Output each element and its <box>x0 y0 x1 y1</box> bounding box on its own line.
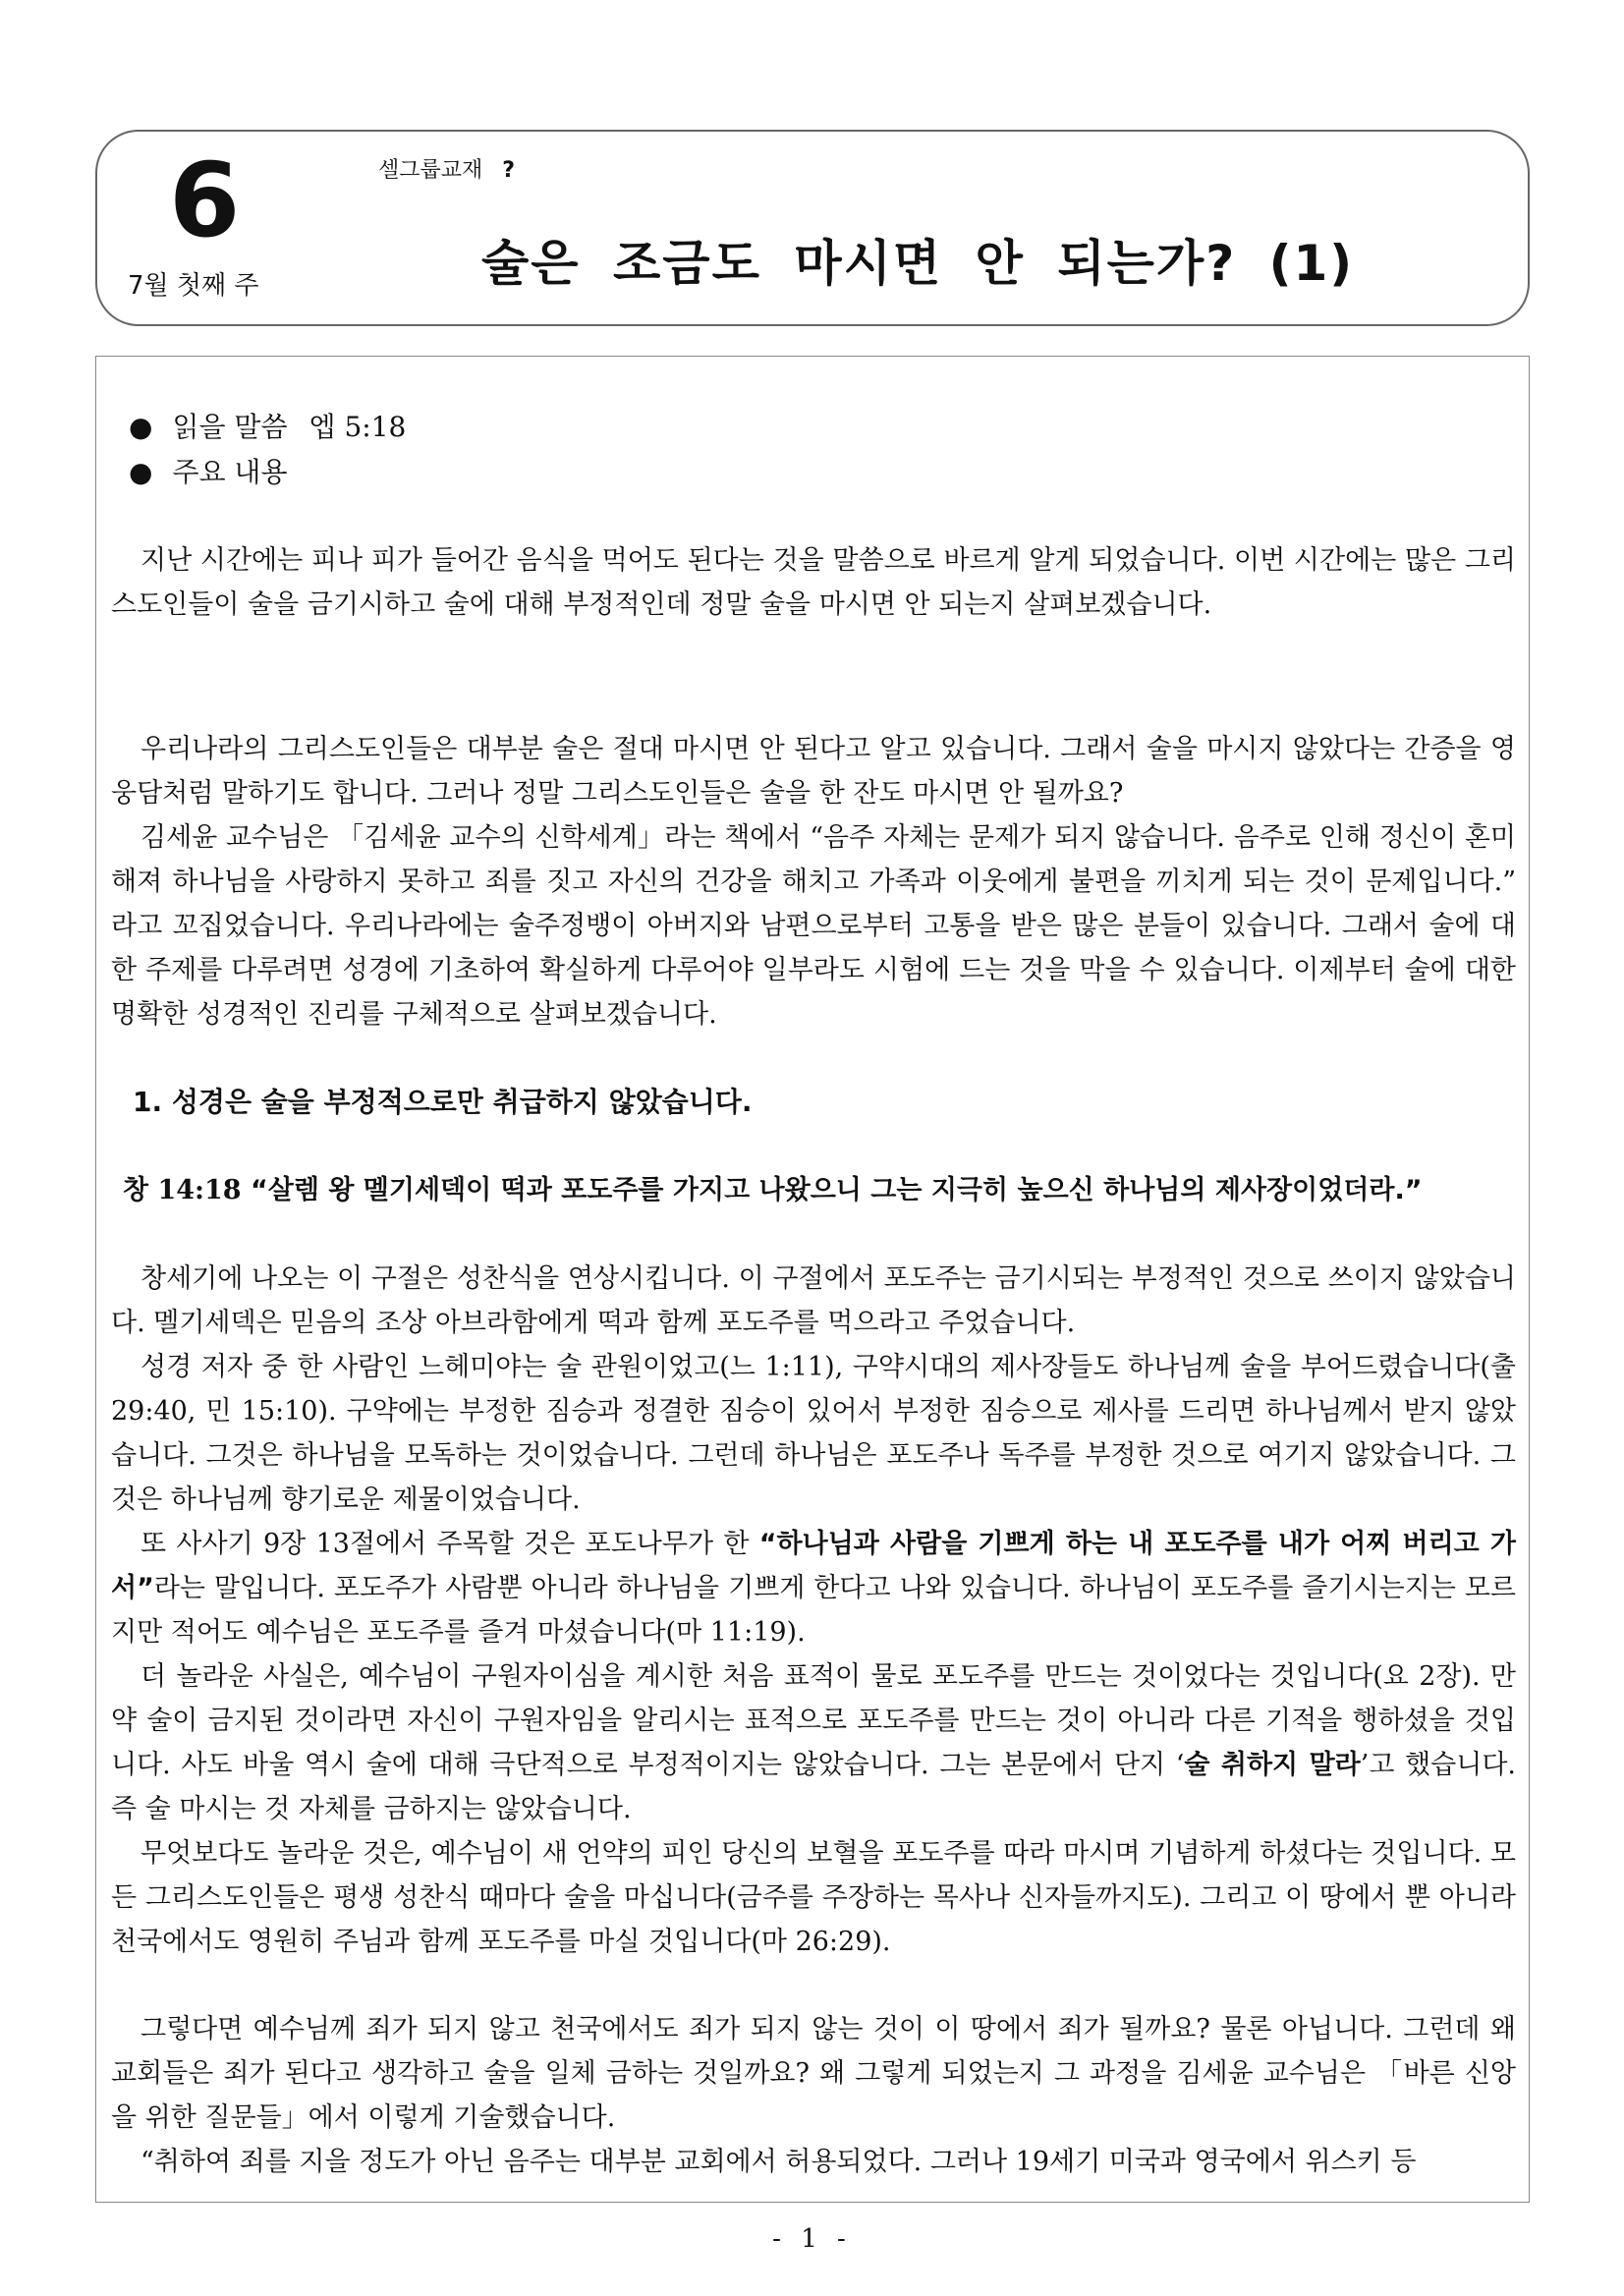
series-name: 셀그룹교재 <box>378 158 483 183</box>
scripture-verse <box>111 1168 1516 1213</box>
text-run: 또 사사기 9장 13절에서 주목할 것은 포도나무가 한 <box>140 1529 759 1559</box>
lesson-week: 7월 첫째 주 <box>128 271 259 301</box>
paragraph-communion: 무엇보다도 놀라운 것은, 예수님이 새 언약의 피인 당신의 보혈을 포도주를 따라 마시며 기념하게 하셨다는 것입니다. 모든 그리스도인들은 평생 성찬식 때마다 술을 마십니다(금주를 주장하는 목사나 신자들까지도). 그리고 이 땅에서 뿐 아니라 천국에서도 영원히 주님과 함께 포도주를 마실 것입니다(마 26:29). <box>111 1838 1516 1957</box>
paragraph-question: 그렇다면 예수님께 죄가 되지 않고 천국에서도 죄가 되지 않는 것이 이 땅에서 죄가 될까요? 물론 아닙니다. 그런데 왜 교회들은 죄가 된다고 생각하고 술을 일체 금하는 것일까요? 왜 그렇게 되었는지 그 과정을 김세윤 교수님은 「바른 신앙을 위한 질문들」에서 이렇게 기술했습니다. <box>111 2014 1516 2133</box>
summary-row <box>111 450 1516 495</box>
reading-reference: 엡 5:18 <box>308 411 407 443</box>
reading-label: 읽을 말씀 <box>172 411 288 443</box>
bullet-icon: ● <box>129 456 153 488</box>
series-mark: ? <box>502 158 516 183</box>
bullet-icon: ● <box>129 411 153 443</box>
reading-row <box>111 405 1516 450</box>
paragraph-genesis: 창세기에 나오는 이 구절은 성찬식을 연상시킵니다. 이 구절에서 포도주는 금기시되는 부정적인 것으로 쓰이지 않았습니다. 멜기세덱은 믿음의 조상 아브라함에게 떡과 함께 포도주를 먹으라고 주었습니다. <box>111 1263 1516 1338</box>
text-run: ’고 했습니다. 즉 술 마시는 것 자체를 금하지는 않았습니다. <box>111 1750 1516 1824</box>
emphasis-quote: “하나님과 사람을 기쁘게 하는 내 포도주를 내가 어찌 버리고 가서” <box>111 1529 1516 1603</box>
text-run: 더 놀라운 사실은, 예수님이 구원자이심을 계시한 처음 표적이 물로 포도주를 만드는 것이었다는 것입니다(요 2장). 만약 술이 금지된 것이라면 자신이 구원자임을 알리시는 표적으로 포도주를 만드는 것이 아니라 다른 기적을 행하셨을 것입니다. 사도 바울 역시 술에 대해 극단적으로 부정적이지는 않았습니다. 그는 본문에서 단지 ‘ <box>111 1661 1516 1780</box>
verse-reference: 창 14:18 <box>123 1175 242 1205</box>
page-number: - 1 - <box>772 2224 852 2254</box>
lesson-title: 술은 조금도 마시면 안 되는가? (1) <box>481 235 1355 292</box>
verse-text: “살렘 왕 멜기세덱이 떡과 포도주를 가지고 나왔으니 그는 지극히 높으신 하나님의 제사장이었더라.” <box>251 1175 1423 1205</box>
series-label <box>378 153 515 184</box>
paragraph-judges <box>111 1522 1516 1654</box>
emphasis-quote: 술 취하지 말라 <box>1184 1750 1361 1780</box>
lesson-number: 6 <box>169 140 241 260</box>
paragraph-quote-start: “취하여 죄를 지을 정도가 아닌 음주는 대부분 교회에서 허용되었다. 그러나 19세기 미국과 영국에서 위스키 등 <box>140 2147 1417 2177</box>
text-run: 라는 말입니다. 포도주가 사람뿐 아니라 하나님을 기쁘게 한다고 나와 있습니다. 하나님이 포도주를 즐기시는지는 모르지만 적어도 예수님은 포도주를 즐겨 마셨습니다(마 11:19). <box>111 1573 1516 1648</box>
paragraph-korean-christians: 우리나라의 그리스도인들은 대부분 술은 절대 마시면 안 된다고 알고 있습니다. 그래서 술을 마시지 않았다는 간증을 영웅담처럼 말하기도 합니다. 그러나 정말 그리스도인들은 술을 한 잔도 마시면 안 될까요? <box>111 734 1516 809</box>
lesson-content <box>111 405 1516 2184</box>
paragraph-kim-quote: 김세윤 교수님은 「김세윤 교수의 신학세계」라는 책에서 “음주 자체는 문제가 되지 않습니다. 음주로 인해 정신이 혼미해져 하나님을 사랑하지 못하고 죄를 짓고 자신의 건강을 해치고 가족과 이웃에게 불편을 끼치게 되는 것이 문제입니다.” 라고 꼬집었습니다. 우리나라에는 술주정뱅이 아버지와 남편으로부터 고통을 받은 많은 분들이 있습니다. 그래서 술에 대한 주제를 다루려면 성경에 기초하여 확실하게 다루어야 일부라도 시험에 드는 것을 막을 수 있습니다. 이제부터 술에 대한 명확한 성경적인 진리를 구체적으로 살펴보겠습니다. <box>111 822 1516 1030</box>
summary-label: 주요 내용 <box>172 456 288 488</box>
paragraph-first-sign <box>111 1654 1516 1831</box>
section-heading-1: 1. 성경은 술을 부정적으로만 취급하지 않았습니다. <box>133 1086 753 1118</box>
paragraph-nehemiah: 성경 저자 중 한 사람인 느헤미야는 술 관원이었고(느 1:11), 구약시대의 제사장들도 하나님께 술을 부어드렸습니다(출 29:40, 민 15:10). 구약에는 부정한 짐승과 정결한 짐승이 있어서 부정한 짐승으로 제사를 드리면 하나님께서 받지 않았습니다. 그것은 하나님을 모독하는 것이었습니다. 그런데 하나님은 포도주나 독주를 부정한 것으로 여기지 않았습니다. 그것은 하나님께 향기로운 제물이었습니다. <box>111 1352 1516 1515</box>
intro-paragraph: 지난 시간에는 피나 피가 들어간 음식을 먹어도 된다는 것을 말씀으로 바르게 알게 되었습니다. 이번 시간에는 많은 그리스도인들이 술을 금기시하고 술에 대해 부정적인데 정말 술을 마시면 안 되는지 살펴보겠습니다. <box>111 545 1516 620</box>
